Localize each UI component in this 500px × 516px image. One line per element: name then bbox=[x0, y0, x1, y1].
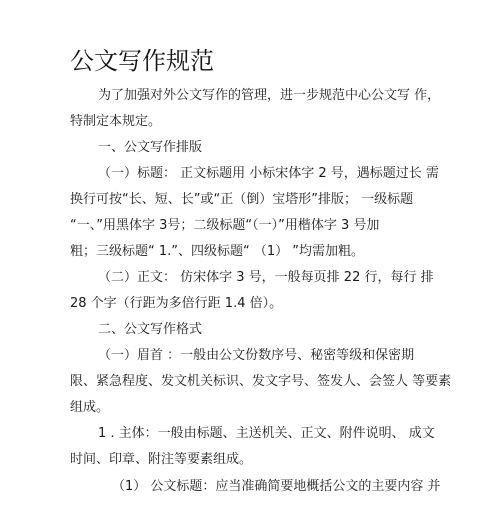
body-line-14: 1 . 主体：一般由标题、主送机关、正文、附件说明、 成文 bbox=[98, 426, 435, 441]
body-line-4: （一）标题： 正文标题用 小标宋体字 2 号，遇标题过长 需 bbox=[98, 166, 439, 181]
body-line-11: （一）眉首 ：一般由公文份数序号、秘密等级和保密期 bbox=[98, 348, 415, 363]
body-line-5: 换行可按“长、短、长”或“正（倒）宝塔形”排版； 一级标题 bbox=[70, 192, 414, 207]
body-line-1: 为了加强对外公文写作的管理，进一步规范中心公文写 作， bbox=[98, 88, 441, 103]
body-line-13: 组成。 bbox=[70, 400, 110, 415]
body-line-7: 粗；三级标题“ 1.”、四级标题“ （1） ”均需加粗。 bbox=[70, 244, 365, 259]
body-line-16: （1） 公文标题：应当准确简要地概括公文的主要内容 并 bbox=[112, 479, 441, 494]
body-line-8: （二）正文： 仿宋体字 3 号，一般每页排 22 行，每行 排 bbox=[98, 270, 434, 285]
body-line-6: “一、”用黑体字 3号；二级标题“（一）”用楷体字 3 号加 bbox=[70, 218, 380, 233]
body-line-15: 时间、印章、附注等要素组成。 bbox=[70, 452, 253, 467]
body-line-12: 限、紧急程度、发文机关标识、发文字号、签发人、会签人 等要素 bbox=[70, 374, 452, 389]
section-heading-2: 二、公文写作格式 bbox=[98, 322, 203, 337]
body-line-9: 28 个字（行距为多倍行距 1.4 倍）。 bbox=[70, 296, 283, 311]
body-line-2: 特制定本规定。 bbox=[70, 114, 162, 129]
section-heading-1: 一、公文写作排版 bbox=[98, 140, 203, 155]
document-title: 公文写作规范 bbox=[70, 47, 214, 75]
